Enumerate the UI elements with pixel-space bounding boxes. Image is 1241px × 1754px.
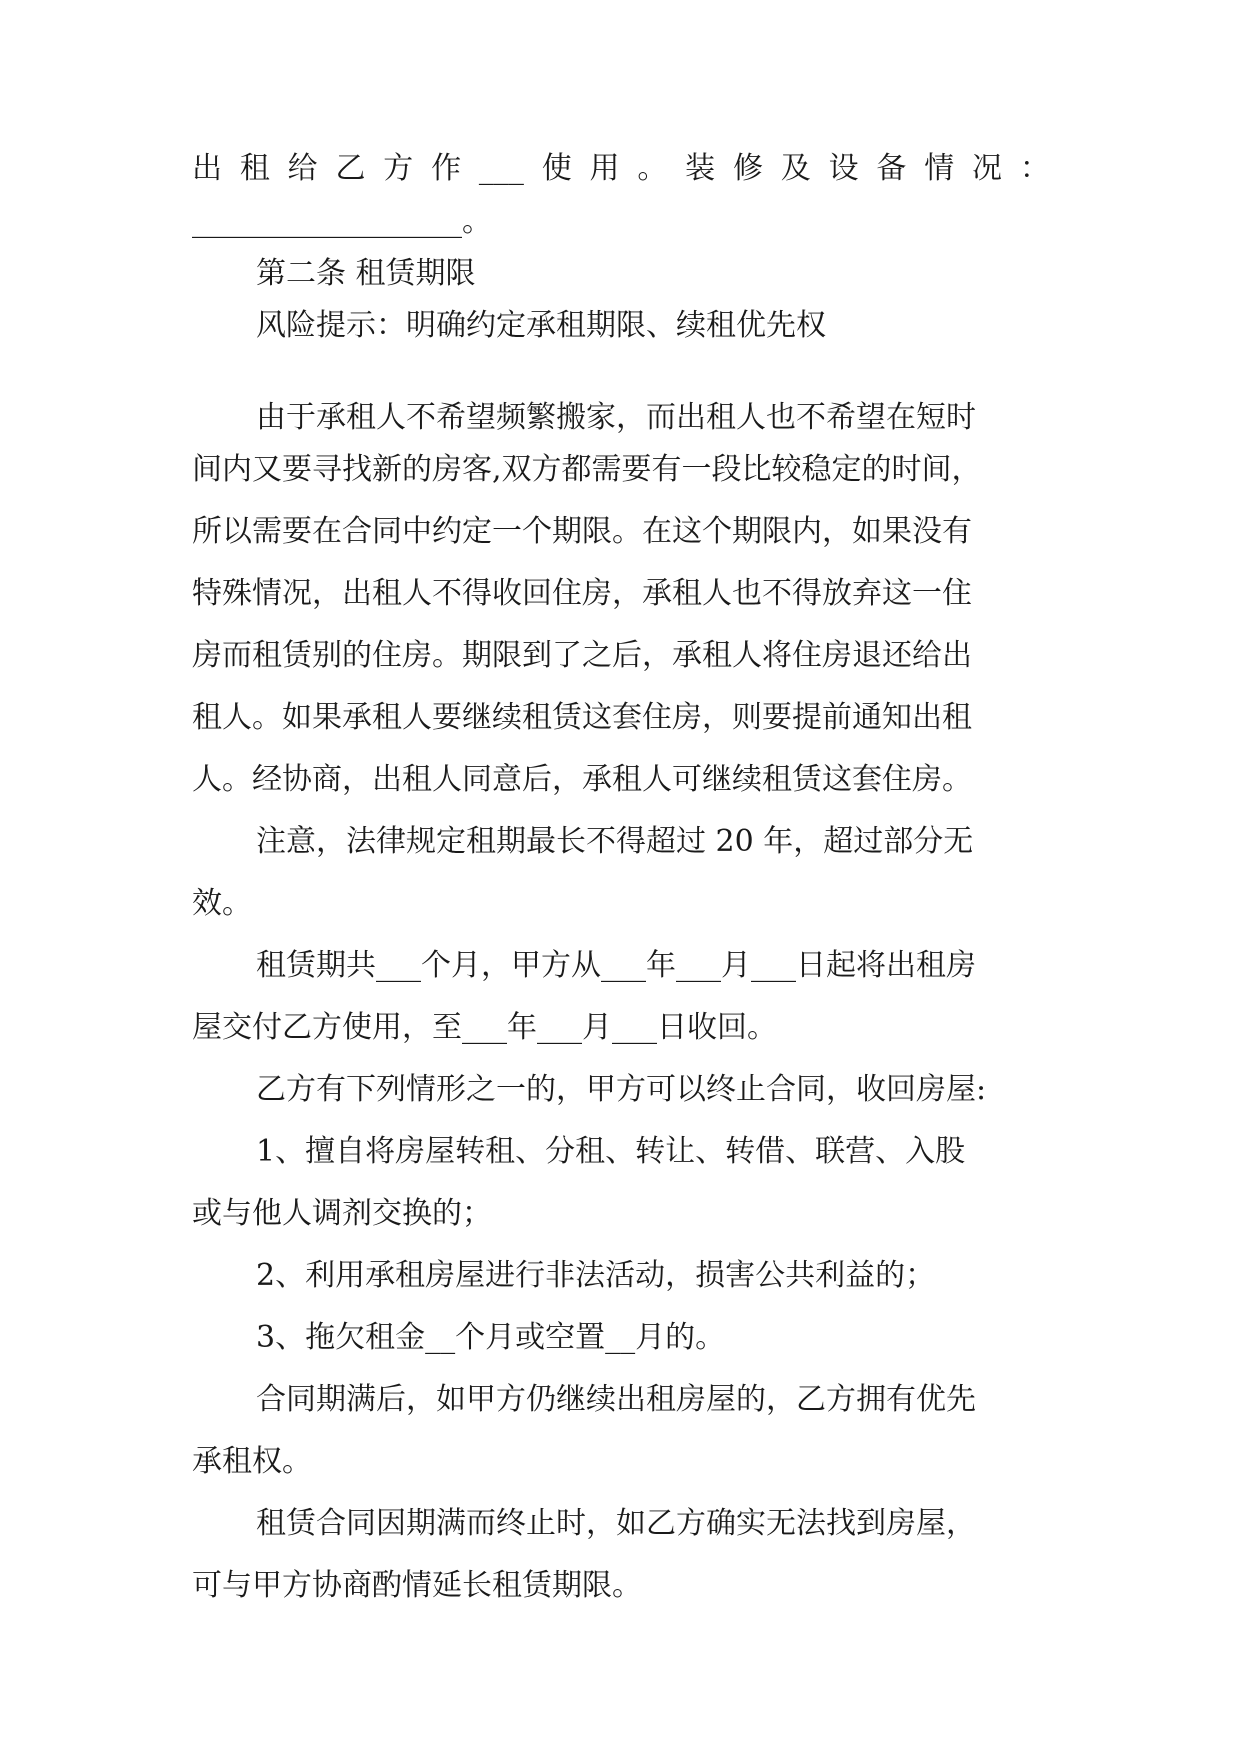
text-line: 注意，法律规定租期最长不得超过 20 年，超过部分无 [256, 824, 974, 859]
text-char: 给 [287, 151, 318, 186]
text-char: 乙 [335, 151, 366, 186]
list-item: 1、擅自将房屋转租、分租、转让、转借、联营、入股 [256, 1134, 966, 1169]
text-char: 及 [780, 151, 811, 186]
text-line: __________________。 [192, 204, 492, 239]
text-line: 效。 [192, 886, 252, 921]
text-line: 合同期满后，如甲方仍继续出租房屋的，乙方拥有优先 [256, 1382, 976, 1417]
text-line: 所以需要在合同中约定一个期限。在这个期限内，如果没有 [192, 514, 972, 549]
article-heading: 第二条 租赁期限 [256, 256, 476, 291]
text-line: 或与他人调剂交换的； [192, 1196, 492, 1231]
text-line: 人。经协商，出租人同意后，承租人可继续租赁这套住房。 [192, 762, 972, 797]
text-line: 租人。如果承租人要继续租赁这套住房，则要提前通知出租 [192, 700, 972, 735]
text-line: 租赁期共___个月，甲方从___年___月___日起将出租房 [256, 948, 976, 983]
text-char: 修 [732, 151, 763, 186]
text-line: 特殊情况，出租人不得收回住房，承租人也不得放弃这一住 [192, 576, 972, 611]
text-char: 作 [431, 151, 462, 186]
text-line: 屋交付乙方使用，至___年___月___日收回。 [192, 1010, 777, 1045]
text-char: 使 [541, 151, 572, 186]
text-line: 租赁合同因期满而终止时，如乙方确实无法找到房屋， [256, 1506, 976, 1541]
text-char: 设 [828, 151, 859, 186]
text-line-justified [192, 149, 1050, 189]
text-char: 用 [589, 151, 620, 186]
text-char: 出 [192, 151, 222, 186]
text-char: 。 [637, 151, 668, 186]
text-line: 间内又要寻找新的房客,双方都需要有一段比较稳定的时间， [192, 452, 982, 487]
text-char: 备 [876, 151, 907, 186]
risk-tip: 风险提示：明确约定承租期限、续租优先权 [256, 308, 826, 343]
text-char: 情 [924, 151, 955, 186]
text-char: 租 [239, 151, 270, 186]
list-item: 2、利用承租房屋进行非法活动，损害公共利益的； [256, 1258, 936, 1293]
text-char: ： [1019, 151, 1050, 186]
text-char: 方 [383, 151, 414, 186]
text-line: 承租权。 [192, 1444, 312, 1479]
text-char: 况 [972, 151, 1002, 186]
text-line: 由于承租人不希望频繁搬家，而出租人也不希望在短时 [256, 400, 976, 435]
text-line: 乙方有下列情形之一的，甲方可以终止合同，收回房屋: [256, 1072, 987, 1107]
text-line: 房而租赁别的住房。期限到了之后，承租人将住房退还给出 [192, 638, 972, 673]
text-line: 可与甲方协商酌情延长租赁期限。 [192, 1568, 642, 1603]
list-item: 3、拖欠租金__个月或空置__月的。 [256, 1320, 726, 1355]
text-blank: ___ [478, 151, 524, 186]
text-char: 装 [685, 151, 716, 186]
